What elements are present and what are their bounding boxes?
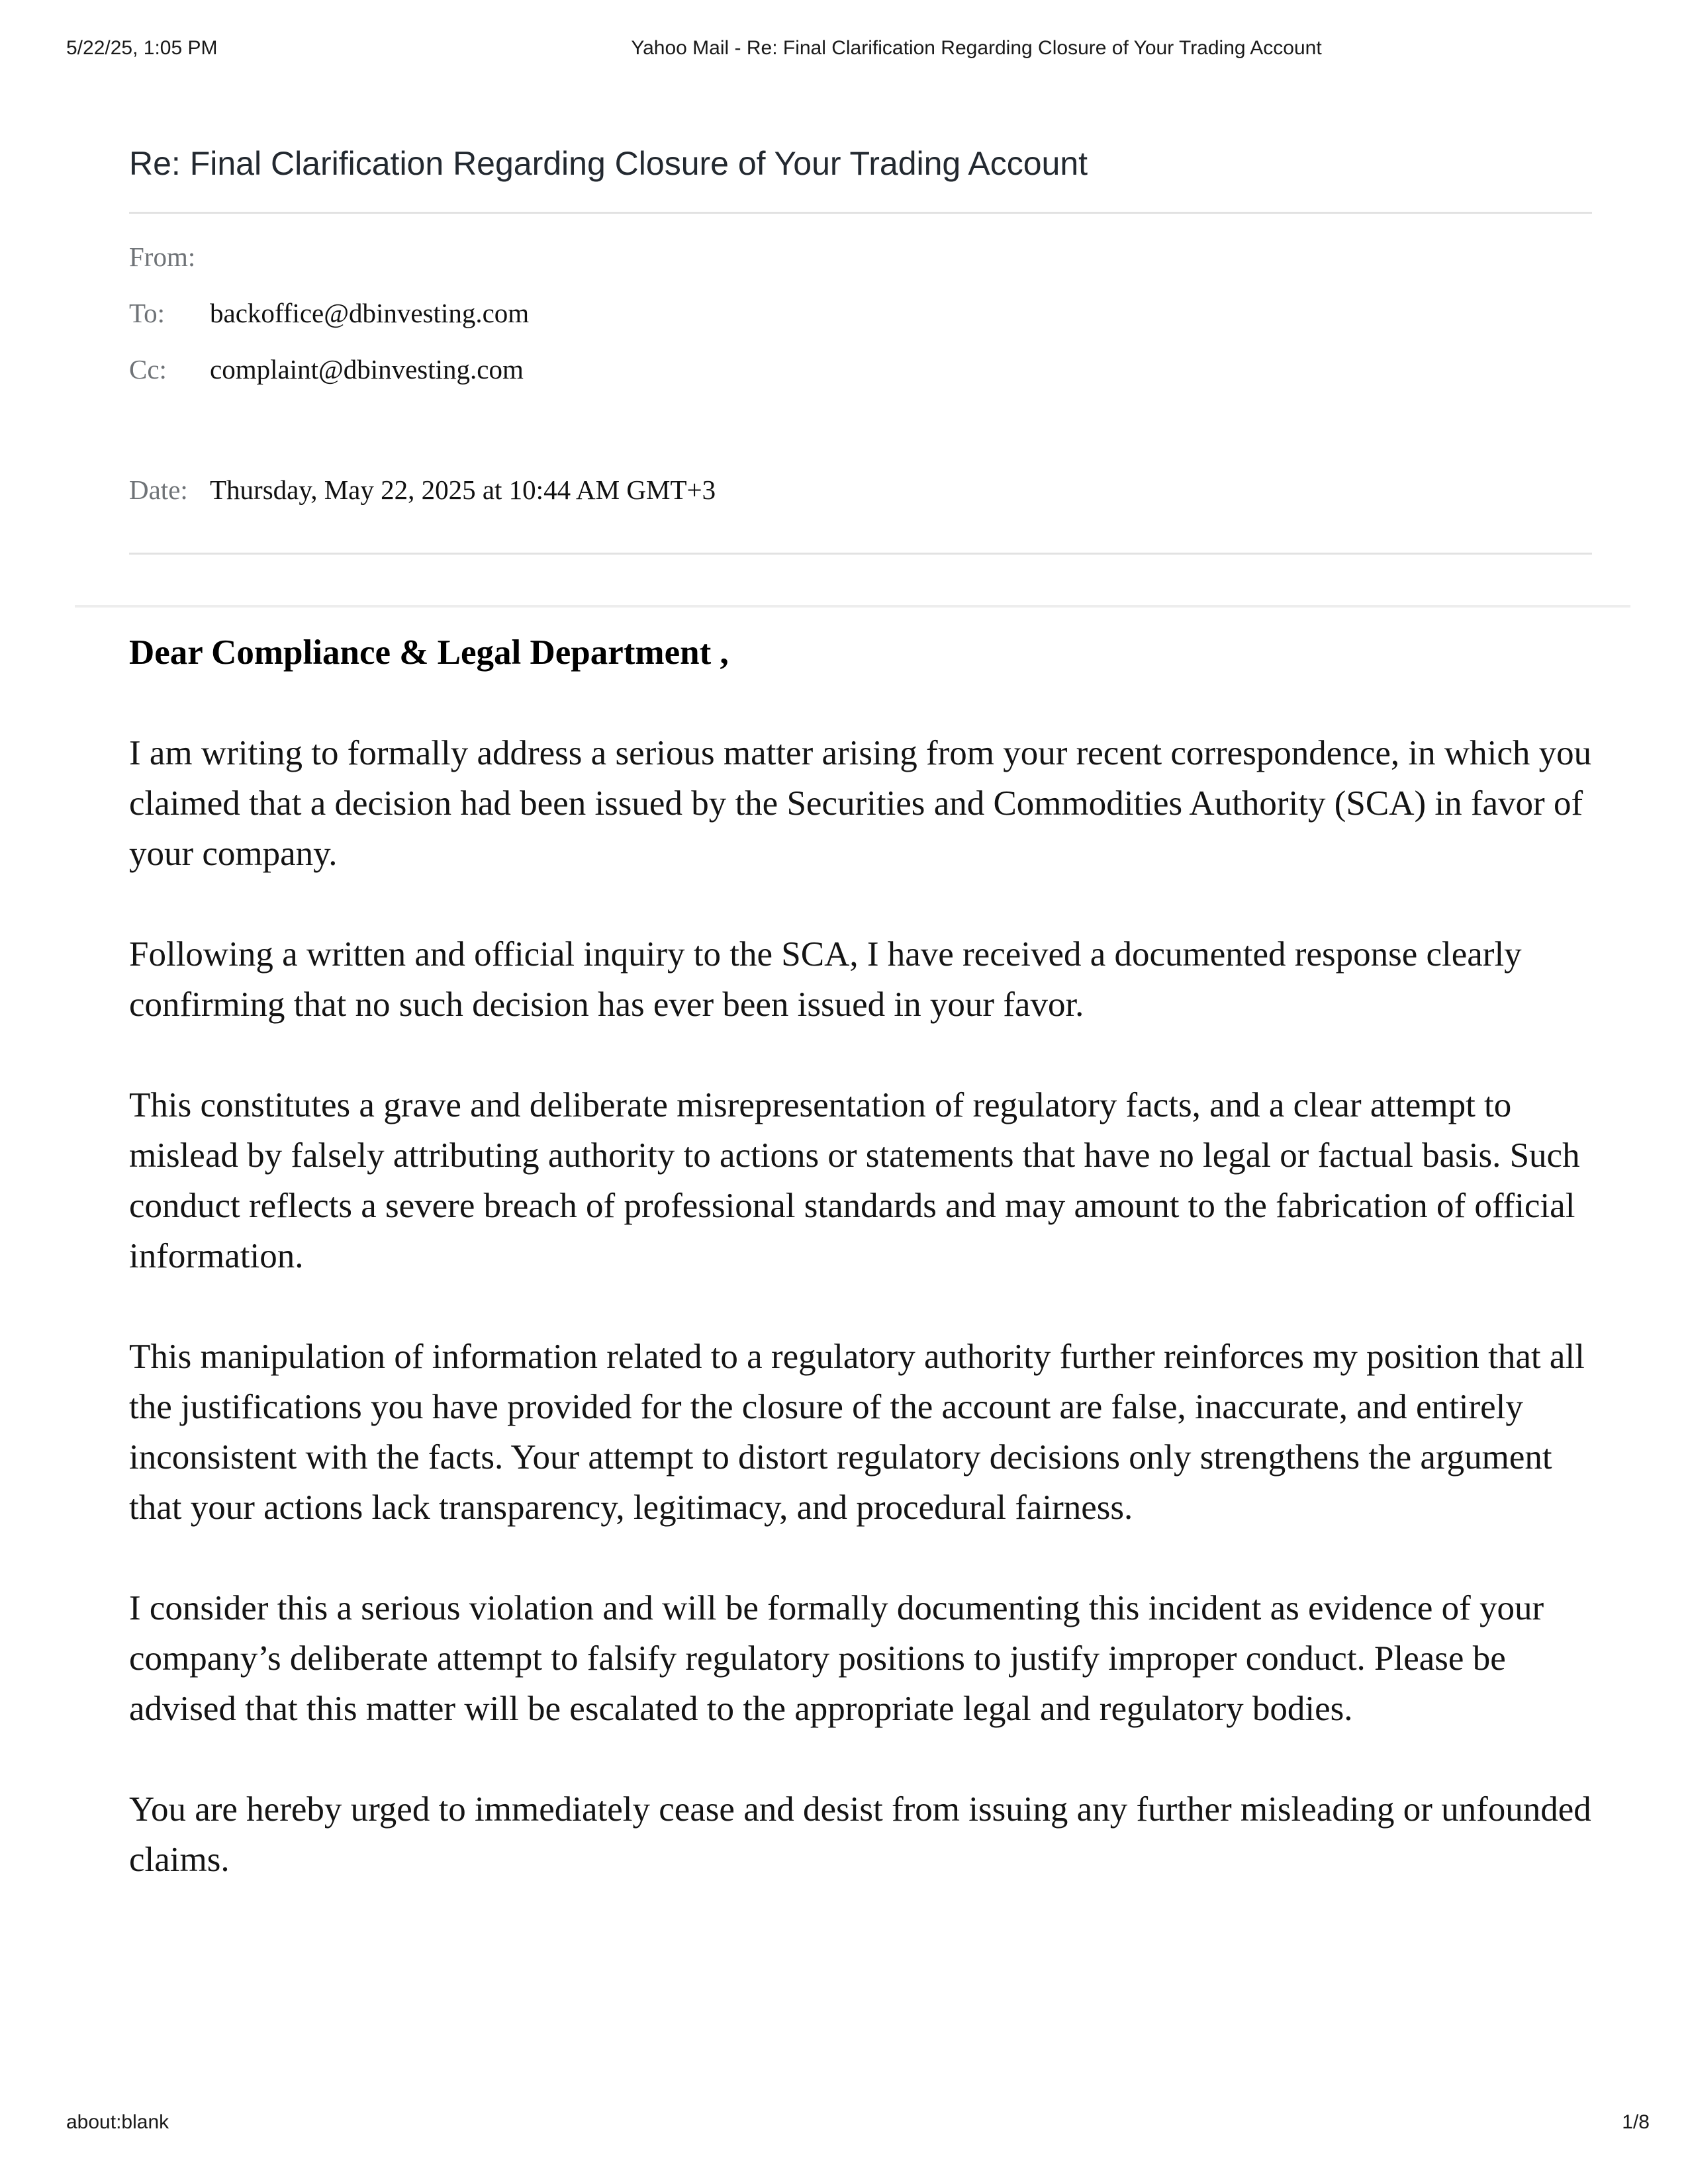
subject-divider <box>129 212 1592 214</box>
date-label: Date: <box>129 475 188 505</box>
body-paragraph: Following a written and official inquiry to the SCA, I have received a documented response clearly confirming that no such decision has ever been issued in your favor. <box>129 935 1522 1024</box>
to-label: To: <box>129 298 165 328</box>
email-body <box>129 627 1592 1885</box>
from-label: From: <box>129 242 196 272</box>
meta-row-from <box>129 240 1592 274</box>
header-body-divider <box>75 605 1630 608</box>
email-meta <box>129 240 1592 529</box>
to-value: backoffice@dbinvesting.com <box>210 298 530 328</box>
print-document-title: Yahoo Mail - Re: Final Clarification Regarding Closure of Your Trading Account <box>631 37 1322 59</box>
meta-row-date <box>129 473 1592 507</box>
cc-label: Cc: <box>129 354 167 385</box>
date-value: Thursday, May 22, 2025 at 10:44 AM GMT+3 <box>210 475 716 505</box>
meta-row-to <box>129 296 1592 330</box>
print-timestamp: 5/22/25, 1:05 PM <box>66 37 218 59</box>
cc-value: complaint@dbinvesting.com <box>210 354 524 385</box>
meta-row-cc <box>129 352 1592 387</box>
body-paragraph: This manipulation of information related to a regulatory authority further reinforces my position that all the justifications you have provided for the closure of the account are false, inaccurate, and entirely inconsistent with the facts. Your attempt to distort regulatory decisions only strengthens the argument that your actions lack transparency, legitimacy, and procedural fairness. <box>129 1338 1585 1527</box>
body-paragraph: I am writing to formally address a serious matter arising from your recent correspondence, in which you claimed that a decision had been issued by the Securities and Commodities Authority (SCA) in favor of your company. <box>129 734 1592 873</box>
body-paragraph: I consider this a serious violation and will be formally documenting this incident as evidence of your company’s deliberate attempt to falsify regulatory positions to justify improper conduct. Please be advised that this matter will be escalated to the appropriate legal and regulatory bodies. <box>129 1589 1544 1728</box>
footer-page-indicator: 1/8 <box>1622 2111 1650 2133</box>
salutation: Dear Compliance & Legal Department , <box>129 633 729 672</box>
email-subject: Re: Final Clarification Regarding Closure of Your Trading Account <box>129 145 1088 182</box>
print-footer <box>66 2111 1650 2134</box>
body-paragraph: This constitutes a grave and deliberate misrepresentation of regulatory facts, and a clear attempt to mislead by falsely attributing authority to actions or statements that have no legal or factual basis. Such conduct reflects a severe breach of professional standards and may amount to the fabrication of official information. <box>129 1086 1580 1275</box>
date-divider <box>129 553 1592 555</box>
body-paragraph: You are hereby urged to immediately cease and desist from issuing any further misleading or unfounded claims. <box>129 1790 1591 1879</box>
footer-url: about:blank <box>66 2111 169 2133</box>
